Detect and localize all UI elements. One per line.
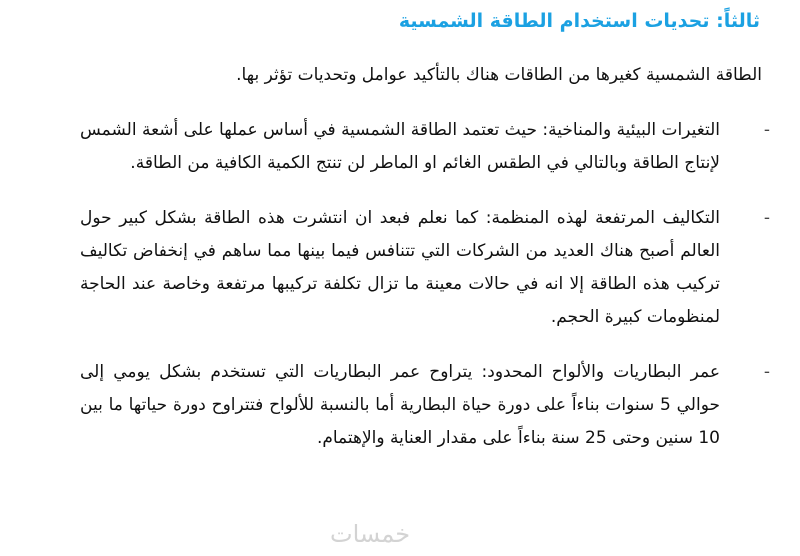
bullet-marker: - bbox=[763, 208, 770, 228]
list-item-text: التكاليف المرتفعة لهذه المنظمة: كما نعلم فبعد ان انتشرت هذه الطاقة بشكل كبير حول العالم أصبح هناك العديد من الشركات التي تتنافس فيما بينها مما ساهم في إنخفاض تكاليف تركيب هذه الطاقة إلا انه في حالات معينة ما تزال تكلفة تركيبها مرتفعة وخاصة عند الحاجة لمنظومات كبيرة الحجم. bbox=[80, 208, 720, 327]
list-item bbox=[80, 356, 770, 455]
list-item bbox=[80, 114, 770, 180]
watermark: خمسات bbox=[330, 520, 411, 548]
list-item-text: عمر البطاريات والألواح المحدود: يتراوح عمر البطاريات التي تستخدم بشكل يومي إلى حوالي 5 سنوات بناءاً على دورة حياة البطارية أما بالنسبة للألواح فتتراوح دورة حياتها ما بين 10 سنين وحتى 25 سنة بناءاً على مقدار العناية والإهتمام. bbox=[80, 362, 720, 448]
bullet-marker: - bbox=[763, 362, 770, 382]
list-item bbox=[80, 202, 770, 334]
list-item-text: التغيرات البيئية والمناخية: حيث تعتمد الطاقة الشمسية في أساس عملها على أشعة الشمس لإنتاج الطاقة وبالتالي في الطقس الغائم او الماطر لن تنتج الكمية الكافية من الطاقة. bbox=[80, 120, 720, 173]
intro-paragraph: الطاقة الشمسية كغيرها من الطاقات هناك بالتأكيد عوامل وتحديات تؤثر بها. bbox=[236, 65, 762, 85]
section-heading: ثالثاً: تحديات استخدام الطاقة الشمسية bbox=[398, 10, 760, 32]
bullet-marker: - bbox=[763, 120, 770, 140]
challenges-list bbox=[80, 114, 770, 455]
